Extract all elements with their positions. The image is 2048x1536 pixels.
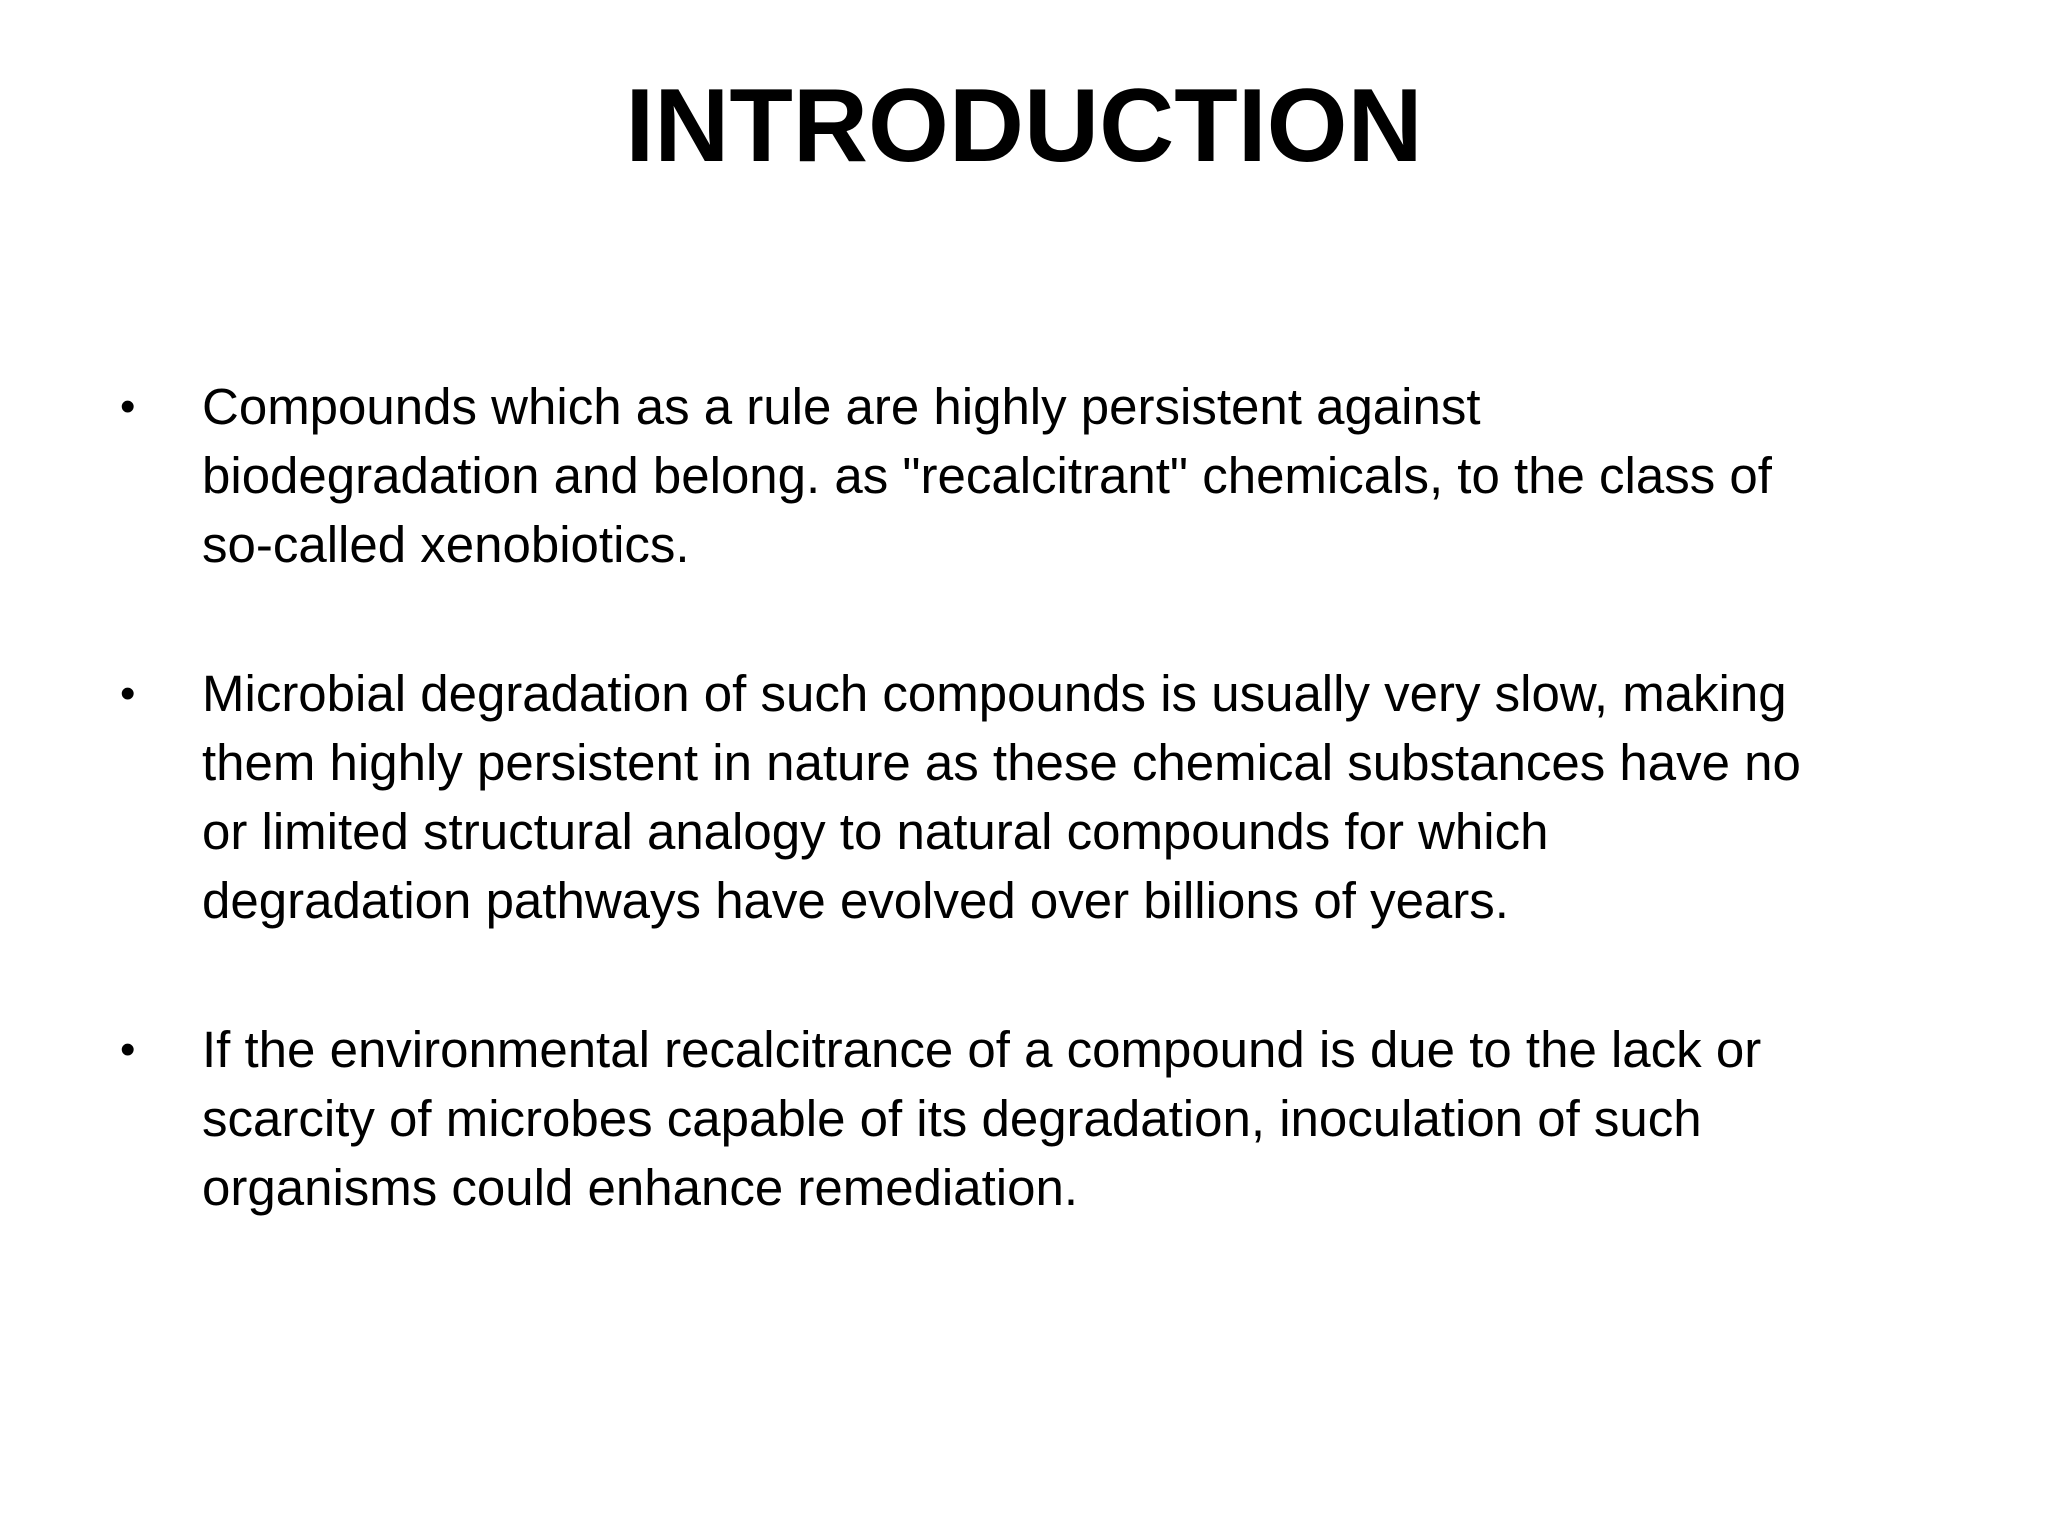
bullet-text: If the environmental recalcitrance of a compound is due to the lack or scarcity of microbes capable of its degradation, inoculation of such organisms could enhance remediation. <box>202 1021 1762 1216</box>
bullet-item <box>120 372 1880 579</box>
bullet-icon: • <box>120 382 136 431</box>
bullet-icon: • <box>120 1025 136 1074</box>
bullet-list <box>120 372 1880 1302</box>
bullet-text: Microbial degradation of such compounds is usually very slow, making them highly persistent in nature as these chemical substances have no or limited structural analogy to natural compounds for which degradation pathways have evolved over billions of years. <box>202 665 1801 929</box>
bullet-item <box>120 1015 1880 1222</box>
slide-title: INTRODUCTION <box>625 68 1423 184</box>
bullet-icon: • <box>120 669 136 718</box>
bullet-text: Compounds which as a rule are highly persistent against biodegradation and belong. as "recalcitrant" chemicals, to the class of so-called xenobiotics. <box>202 378 1772 573</box>
bullet-item <box>120 659 1880 935</box>
